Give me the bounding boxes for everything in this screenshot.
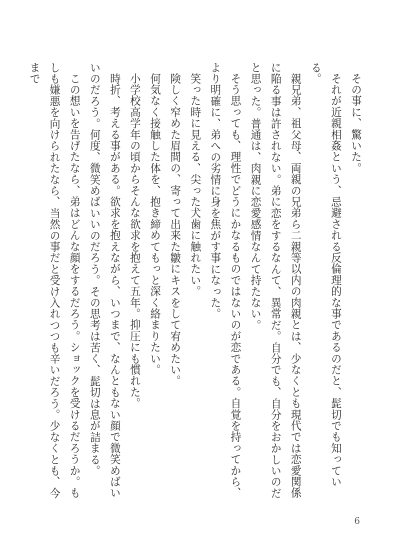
paragraph-6: 険しく窄めた眉間の、寄って出来た皺にキスをして宥めたい。: [169, 72, 182, 387]
paragraph-7: 何気なく接触した体を、抱き締めてもっと深く絡まりたい。: [149, 72, 162, 375]
paragraph-1: その事に、驚いた。: [350, 72, 362, 174]
paragraph-5: 笑った時に見える、尖った犬歯に触れたい。: [189, 72, 202, 297]
paragraph-9: 時折、考える事がある。欲求を抱えながら、いつまで、なんともない顔で微笑めばいいのだろう。何度、微笑めばいいのだろう。その思考は苦く、髭切は息が詰まる。: [88, 62, 121, 499]
paragraph-10: この想いを告げたなら、弟はどんな顔をするだろう。ショックを受けるだろうか。もしも嫌悪を向けられたなら、当然の事だと受け入れつつも辛いだろう。少なくとも、今まで: [28, 62, 81, 499]
paragraph-2: それが近親相姦という、忌避される反倫理的な事であるのだと、髭切でも知っている。: [309, 62, 342, 487]
paragraph-8: 小学校高学年の頃からそんな欲求を抱えて五年。抑圧にも慣れた。: [128, 72, 141, 409]
paragraph-4: そう思っても、理性でどうにかなるものではないのが恋である。自覚を持ってから、より明確に、弟への劣情に身を焦がす事になった。: [209, 62, 242, 499]
page-number: 6: [354, 517, 360, 527]
paragraph-3: 親兄弟、祖父母、両親の兄弟ら二親等以内の肉親とは、少なくとも現代では恋愛関係に陥る事は許されない。弟に恋をするなんて、異常だ。自分でも、自分をおかしいのだと思った。普通は、肉親に恋愛感情なんて持たない。: [249, 62, 302, 499]
body-text: [24, 62, 366, 499]
